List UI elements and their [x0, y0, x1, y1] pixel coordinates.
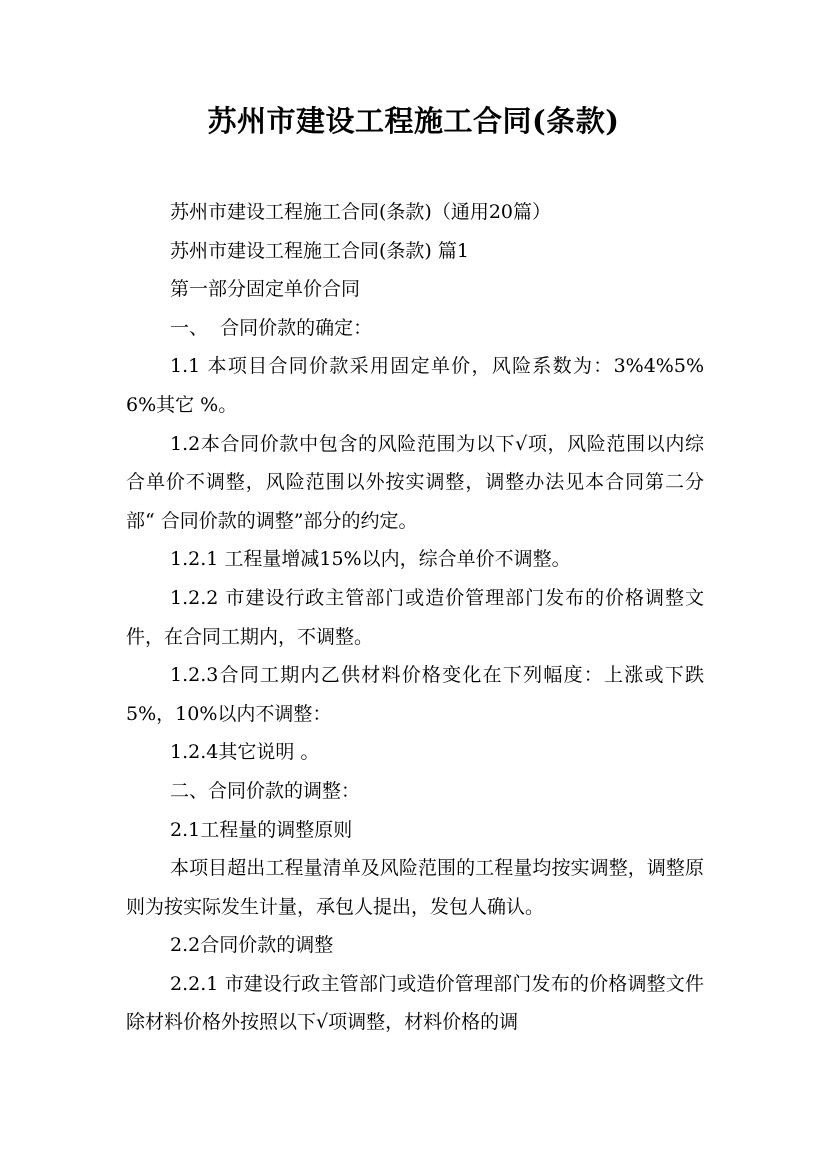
- document-title: 苏州市建设工程施工合同(条款): [207, 104, 620, 138]
- paragraph-5: 1.1 本项目合同价款采用固定单价，风险系数为：3%4%5%6%其它 %。: [126, 355, 704, 416]
- paragraph-7: 1.2.1 工程量增减15%以内，综合单价不调整。: [170, 548, 571, 571]
- paragraph-14: 2.2合同价款的调整: [170, 934, 334, 957]
- paragraph-12: 2.1工程量的调整原则: [170, 818, 353, 841]
- paragraph-8: 1.2.2 市建设行政主管部门或造价管理部门发布的价格调整文件，在合同工期内，不调整。: [126, 586, 704, 648]
- paragraph-10: 1.2.4其它说明 。: [170, 741, 320, 764]
- paragraph-13: 本项目超出工程量清单及风险范围的工程量均按实调整，调整原则为按实际发生计量，承包人提出，发包人确认。: [126, 857, 704, 918]
- paragraph-9: 1.2.3合同工期内乙供材料价格变化在下列幅度：上涨或下跌5%，10%以内不调整：: [126, 664, 704, 725]
- paragraph-2: 苏州市建设工程施工合同(条款) 篇1: [170, 239, 469, 262]
- paragraph-15: 2.2.1 市建设行政主管部门或造价管理部门发布的价格调整文件除材料价格外按照以下√项调整，材料价格的调: [126, 972, 704, 1034]
- paragraph-4: 一、 合同价款的确定：: [170, 316, 373, 339]
- paragraph-6: 1.2本合同价款中包含的风险范围为以下√项，风险范围以内综合单价不调整，风险范围以外按实调整，调整办法见本合同第二分部“ 合同价款的调整”部分的约定。: [126, 432, 704, 532]
- paragraph-1: 苏州市建设工程施工合同(条款)（通用20篇）: [170, 201, 552, 223]
- paragraph-11: 二、合同价款的调整：: [170, 779, 361, 802]
- paragraph-3: 第一部分固定单价合同: [170, 278, 361, 301]
- document-body: [126, 193, 704, 1042]
